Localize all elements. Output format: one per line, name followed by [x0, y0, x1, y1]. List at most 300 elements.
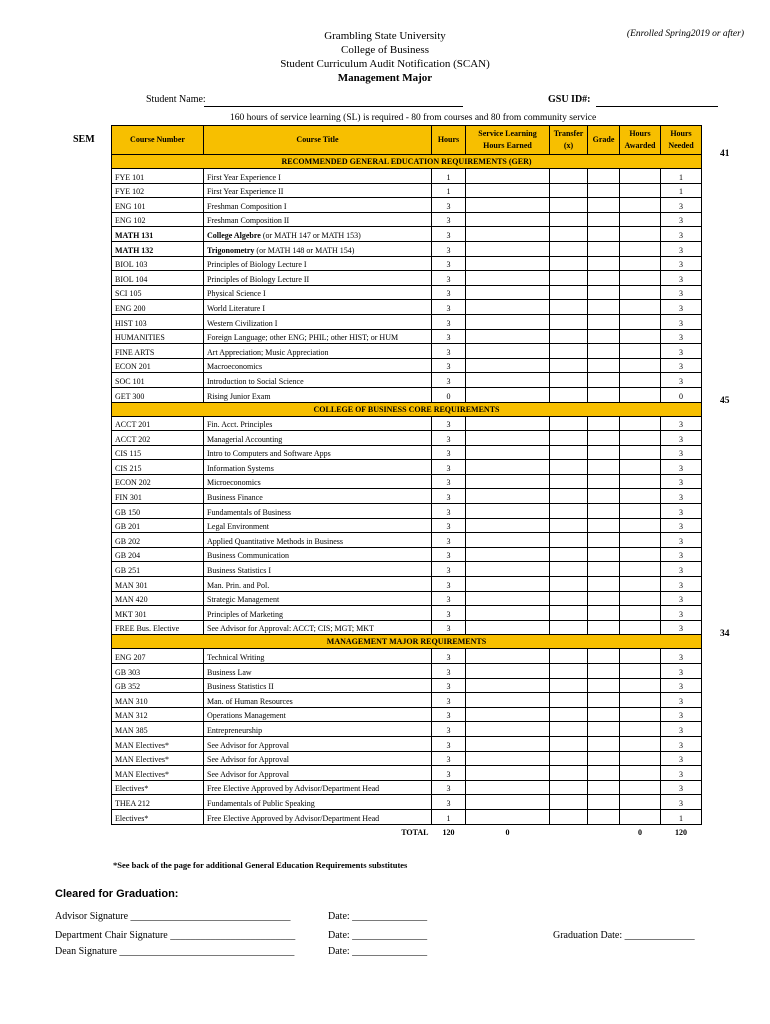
- sl-hours-cell[interactable]: [466, 183, 550, 198]
- grade-cell[interactable]: [588, 431, 620, 446]
- course-number: THEA 212: [112, 795, 204, 810]
- course-title: Freshman Composition I: [207, 201, 287, 211]
- transfer-cell[interactable]: [550, 300, 588, 315]
- transfer-cell[interactable]: [550, 591, 588, 606]
- course-title: Operations Management: [207, 711, 286, 721]
- transfer-cell[interactable]: [550, 344, 588, 359]
- hours-awarded-cell[interactable]: [620, 736, 661, 751]
- grade-cell[interactable]: [588, 489, 620, 504]
- hours-needed: 3: [661, 693, 702, 708]
- transfer-cell[interactable]: [550, 693, 588, 708]
- transfer-cell[interactable]: [550, 212, 588, 227]
- hours-awarded-cell[interactable]: [620, 780, 661, 795]
- transfer-cell[interactable]: [550, 533, 588, 548]
- grade-cell[interactable]: [588, 198, 620, 213]
- grade-cell[interactable]: [588, 474, 620, 489]
- hours-awarded-cell[interactable]: [620, 562, 661, 577]
- course-title: Legal Environment: [207, 522, 269, 532]
- hours-awarded-cell[interactable]: [620, 285, 661, 300]
- transfer-cell[interactable]: [550, 547, 588, 562]
- course-number: FIN 301: [112, 489, 204, 504]
- sl-hours-cell[interactable]: [466, 474, 550, 489]
- course-title: Fundamentals of Business: [207, 507, 291, 517]
- course-hours: 3: [432, 300, 466, 315]
- hours-needed: 3: [661, 707, 702, 722]
- grade-cell[interactable]: [588, 416, 620, 431]
- totals-spacer: [112, 824, 204, 838]
- transfer-cell[interactable]: [550, 664, 588, 679]
- course-row: [112, 620, 702, 635]
- sl-hours-cell[interactable]: [466, 358, 550, 373]
- transfer-cell[interactable]: [550, 198, 588, 213]
- hours-awarded-cell[interactable]: [620, 416, 661, 431]
- hours-awarded-cell[interactable]: [620, 212, 661, 227]
- grade-cell[interactable]: [588, 547, 620, 562]
- sl-hours-cell[interactable]: [466, 591, 550, 606]
- hours-awarded-cell[interactable]: [620, 707, 661, 722]
- sl-hours-cell[interactable]: [466, 460, 550, 475]
- hours-awarded-cell[interactable]: [620, 678, 661, 693]
- course-hours: 3: [432, 591, 466, 606]
- grade-cell[interactable]: [588, 606, 620, 621]
- hours-awarded-cell[interactable]: [620, 460, 661, 475]
- section-title: COLLEGE OF BUSINESS CORE REQUIREMENTS: [112, 402, 702, 416]
- grade-cell[interactable]: [588, 285, 620, 300]
- course-number: ENG 207: [112, 649, 204, 664]
- hours-awarded-cell[interactable]: [620, 256, 661, 271]
- gsu-id-label: GSU ID#:: [548, 94, 591, 105]
- hours-awarded-cell[interactable]: [620, 300, 661, 315]
- grade-cell[interactable]: [588, 562, 620, 577]
- total-sl-hours: 0: [505, 828, 510, 838]
- course-hours: 3: [432, 577, 466, 592]
- sl-hours-cell[interactable]: [466, 707, 550, 722]
- section-header-row: [112, 155, 702, 169]
- hours-awarded-cell[interactable]: [620, 344, 661, 359]
- transfer-cell[interactable]: [550, 504, 588, 519]
- sl-hours-cell[interactable]: [466, 780, 550, 795]
- grade-cell[interactable]: [588, 722, 620, 737]
- course-title-cell: [204, 416, 432, 431]
- grade-cell[interactable]: [588, 169, 620, 184]
- sl-hours-cell[interactable]: [466, 241, 550, 256]
- transfer-cell[interactable]: [550, 809, 588, 824]
- course-title: See Advisor for Approval: [207, 769, 289, 779]
- sl-hours-cell[interactable]: [466, 445, 550, 460]
- grade-cell[interactable]: [588, 300, 620, 315]
- hours-needed: 3: [661, 373, 702, 388]
- hours-awarded-cell[interactable]: [620, 504, 661, 519]
- transfer-cell[interactable]: [550, 474, 588, 489]
- course-number: SCI 105: [112, 285, 204, 300]
- transfer-cell[interactable]: [550, 518, 588, 533]
- hours-awarded-cell[interactable]: [620, 271, 661, 286]
- hours-needed: 3: [661, 606, 702, 621]
- hours-awarded-cell[interactable]: [620, 518, 661, 533]
- sl-hours-cell[interactable]: [466, 678, 550, 693]
- totals-row: [112, 824, 702, 838]
- course-title-cell: [204, 169, 432, 184]
- course-hours: 1: [432, 809, 466, 824]
- hours-awarded-cell[interactable]: [620, 373, 661, 388]
- hours-awarded-cell[interactable]: [620, 766, 661, 781]
- hours-needed: 3: [661, 591, 702, 606]
- course-row: [112, 300, 702, 315]
- course-title-cell: [204, 271, 432, 286]
- chair-signature[interactable]: Department Chair Signature _________________________: [55, 930, 296, 941]
- form-title: Student Curriculum Audit Notification (SCAN): [280, 58, 490, 70]
- course-hours: 3: [432, 649, 466, 664]
- hours-awarded-cell[interactable]: [620, 314, 661, 329]
- sl-hours-cell[interactable]: [466, 227, 550, 242]
- sl-hours-cell[interactable]: [466, 751, 550, 766]
- course-row: [112, 373, 702, 388]
- course-title: Western Civilization I: [207, 318, 278, 328]
- course-number: SOC 101: [112, 373, 204, 388]
- sl-hours-cell[interactable]: [466, 344, 550, 359]
- course-number: ENG 200: [112, 300, 204, 315]
- course-title: Business Statistics I: [207, 566, 272, 576]
- course-row: [112, 460, 702, 475]
- course-title: See Advisor for Approval: [207, 740, 289, 750]
- transfer-cell[interactable]: [550, 314, 588, 329]
- course-hours: 3: [432, 212, 466, 227]
- sl-hours-cell[interactable]: [466, 649, 550, 664]
- course-title: Principles of Biology Lecture I: [207, 260, 307, 270]
- advisor-date[interactable]: Date: _______________: [328, 911, 428, 922]
- student-name-field[interactable]: [204, 106, 463, 107]
- grade-cell[interactable]: [588, 241, 620, 256]
- course-title: Intro to Computers and Software Apps: [207, 449, 331, 459]
- hours-awarded-cell[interactable]: [620, 649, 661, 664]
- hours-needed: 3: [661, 620, 702, 635]
- course-title: Free Elective Approved by Advisor/Department Head: [207, 813, 380, 823]
- course-number: ACCT 201: [112, 416, 204, 431]
- course-row: [112, 474, 702, 489]
- hours-awarded-cell[interactable]: [620, 431, 661, 446]
- hours-awarded-cell[interactable]: [620, 693, 661, 708]
- col-course-title: Course Title: [204, 126, 432, 155]
- sl-hours-cell[interactable]: [466, 416, 550, 431]
- transfer-cell[interactable]: [550, 577, 588, 592]
- hours-awarded-cell[interactable]: [620, 620, 661, 635]
- course-number: MAN 312: [112, 707, 204, 722]
- transfer-cell[interactable]: [550, 183, 588, 198]
- course-hours: 3: [432, 504, 466, 519]
- grade-cell[interactable]: [588, 751, 620, 766]
- course-title-cell: [204, 678, 432, 693]
- course-row: [112, 795, 702, 810]
- hours-needed: 3: [661, 431, 702, 446]
- grade-cell[interactable]: [588, 533, 620, 548]
- course-title: Entrepreneurship: [207, 725, 263, 735]
- transfer-cell[interactable]: [550, 285, 588, 300]
- transfer-cell[interactable]: [550, 460, 588, 475]
- grade-cell[interactable]: [588, 445, 620, 460]
- hours-awarded-cell[interactable]: [620, 227, 661, 242]
- sl-hours-cell[interactable]: [466, 809, 550, 824]
- course-title: Principles of Biology Lecture II: [207, 274, 310, 284]
- course-hours: 3: [432, 533, 466, 548]
- hours-awarded-cell[interactable]: [620, 474, 661, 489]
- sl-hours-cell[interactable]: [466, 489, 550, 504]
- grade-cell[interactable]: [588, 358, 620, 373]
- transfer-cell[interactable]: [550, 416, 588, 431]
- sl-hours-cell[interactable]: [466, 664, 550, 679]
- grade-cell[interactable]: [588, 460, 620, 475]
- grade-cell[interactable]: [588, 678, 620, 693]
- grade-cell[interactable]: [588, 707, 620, 722]
- transfer-cell[interactable]: [550, 649, 588, 664]
- course-title-cell: [204, 562, 432, 577]
- grade-cell[interactable]: [588, 620, 620, 635]
- hours-awarded-cell[interactable]: [620, 591, 661, 606]
- sl-hours-cell[interactable]: [466, 271, 550, 286]
- course-hours: 3: [432, 736, 466, 751]
- transfer-cell[interactable]: [550, 241, 588, 256]
- sl-hours-cell[interactable]: [466, 795, 550, 810]
- course-number: GB 352: [112, 678, 204, 693]
- course-row: [112, 751, 702, 766]
- course-title-cell: [204, 198, 432, 213]
- course-row: [112, 606, 702, 621]
- hours-awarded-cell[interactable]: [620, 664, 661, 679]
- course-title-cell: [204, 227, 432, 242]
- course-title-cell: [204, 474, 432, 489]
- sl-hours-cell[interactable]: [466, 314, 550, 329]
- course-number: Electives*: [112, 780, 204, 795]
- hours-needed: 3: [661, 285, 702, 300]
- hours-awarded-cell[interactable]: [620, 387, 661, 402]
- sl-hours-cell[interactable]: [466, 212, 550, 227]
- total-hours-awarded: 0: [638, 828, 642, 838]
- transfer-cell[interactable]: [550, 606, 588, 621]
- hours-awarded-cell[interactable]: [620, 183, 661, 198]
- course-title: Free Elective Approved by Advisor/Department Head: [207, 784, 380, 794]
- grade-cell[interactable]: [588, 736, 620, 751]
- sl-hours-cell[interactable]: [466, 329, 550, 344]
- grade-cell[interactable]: [588, 373, 620, 388]
- grade-cell[interactable]: [588, 591, 620, 606]
- enrolled-note: (Enrolled Spring2019 or after): [626, 29, 744, 39]
- grade-cell[interactable]: [588, 212, 620, 227]
- course-title: Business Finance: [207, 493, 263, 503]
- course-title: Art Appreciation; Music Appreciation: [207, 347, 329, 357]
- sl-hours-cell[interactable]: [466, 722, 550, 737]
- transfer-cell[interactable]: [550, 329, 588, 344]
- course-title-alternatives: (or MATH 148 or MATH 154): [254, 245, 355, 255]
- course-row: [112, 271, 702, 286]
- grade-cell[interactable]: [588, 227, 620, 242]
- course-row: [112, 198, 702, 213]
- hours-awarded-cell[interactable]: [620, 809, 661, 824]
- hours-needed: 3: [661, 474, 702, 489]
- course-number: MAN Electives*: [112, 736, 204, 751]
- course-number: MAN Electives*: [112, 751, 204, 766]
- sl-hours-cell[interactable]: [466, 562, 550, 577]
- hours-awarded-cell[interactable]: [620, 577, 661, 592]
- hours-needed: 3: [661, 212, 702, 227]
- grade-cell[interactable]: [588, 693, 620, 708]
- sl-hours-cell[interactable]: [466, 300, 550, 315]
- course-row: [112, 678, 702, 693]
- sl-hours-cell[interactable]: [466, 533, 550, 548]
- hours-awarded-cell[interactable]: [620, 445, 661, 460]
- grade-cell[interactable]: [588, 664, 620, 679]
- transfer-cell[interactable]: [550, 387, 588, 402]
- dean-signature[interactable]: Dean Signature ___________________________________: [55, 946, 295, 957]
- transfer-cell[interactable]: [550, 431, 588, 446]
- course-row: [112, 314, 702, 329]
- advisor-signature[interactable]: Advisor Signature ________________________________: [55, 911, 291, 922]
- transfer-cell[interactable]: [550, 780, 588, 795]
- course-number: ECON 202: [112, 474, 204, 489]
- course-row: [112, 285, 702, 300]
- hours-awarded-cell[interactable]: [620, 547, 661, 562]
- course-title-cell: [204, 256, 432, 271]
- grade-cell[interactable]: [588, 329, 620, 344]
- grade-cell[interactable]: [588, 809, 620, 824]
- transfer-cell[interactable]: [550, 722, 588, 737]
- grade-cell[interactable]: [588, 649, 620, 664]
- course-row: [112, 547, 702, 562]
- hours-awarded-cell[interactable]: [620, 751, 661, 766]
- course-row: [112, 489, 702, 504]
- dean-date[interactable]: Date: _______________: [328, 946, 428, 957]
- transfer-cell[interactable]: [550, 358, 588, 373]
- course-row: [112, 241, 702, 256]
- grade-cell[interactable]: [588, 504, 620, 519]
- hours-needed: 3: [661, 460, 702, 475]
- hours-awarded-cell[interactable]: [620, 358, 661, 373]
- sl-hours-cell[interactable]: [466, 431, 550, 446]
- section-total-hours: 41: [720, 148, 730, 159]
- course-title: Applied Quantitative Methods in Business: [207, 536, 343, 546]
- transfer-cell[interactable]: [550, 678, 588, 693]
- sl-hours-cell[interactable]: [466, 606, 550, 621]
- sl-hours-cell[interactable]: [466, 620, 550, 635]
- transfer-cell[interactable]: [550, 620, 588, 635]
- course-title-cell: [204, 693, 432, 708]
- course-title-cell: [204, 489, 432, 504]
- transfer-cell[interactable]: [550, 489, 588, 504]
- sl-hours-cell[interactable]: [466, 577, 550, 592]
- transfer-cell[interactable]: [550, 766, 588, 781]
- hours-awarded-cell[interactable]: [620, 198, 661, 213]
- sl-hours-cell[interactable]: [466, 373, 550, 388]
- hours-awarded-cell[interactable]: [620, 241, 661, 256]
- transfer-cell[interactable]: [550, 751, 588, 766]
- grade-cell[interactable]: [588, 780, 620, 795]
- course-title-cell: [204, 707, 432, 722]
- transfer-cell[interactable]: [550, 169, 588, 184]
- grade-cell[interactable]: [588, 577, 620, 592]
- course-hours: 3: [432, 445, 466, 460]
- course-title: Information Systems: [207, 463, 274, 473]
- course-hours: 3: [432, 693, 466, 708]
- hours-needed: 0: [661, 387, 702, 402]
- curriculum-table: [111, 125, 702, 838]
- hours-needed: 3: [661, 751, 702, 766]
- course-row: [112, 693, 702, 708]
- grade-cell[interactable]: [588, 344, 620, 359]
- sl-hours-cell[interactable]: [466, 285, 550, 300]
- section-header-row: [112, 635, 702, 649]
- sl-hours-cell[interactable]: [466, 547, 550, 562]
- sl-hours-cell[interactable]: [466, 504, 550, 519]
- gsu-id-field[interactable]: [596, 106, 718, 107]
- course-hours: 3: [432, 416, 466, 431]
- course-row: [112, 591, 702, 606]
- hours-awarded-cell[interactable]: [620, 329, 661, 344]
- grade-cell[interactable]: [588, 314, 620, 329]
- course-title-cell: [204, 285, 432, 300]
- graduation-date[interactable]: Graduation Date: ______________: [553, 930, 695, 941]
- transfer-cell[interactable]: [550, 373, 588, 388]
- course-title: Principles of Marketing: [207, 609, 283, 619]
- hours-awarded-cell[interactable]: [620, 533, 661, 548]
- sl-hours-cell[interactable]: [466, 169, 550, 184]
- course-title: Man. of Human Resources: [207, 696, 293, 706]
- grade-cell[interactable]: [588, 271, 620, 286]
- course-title-cell: [204, 329, 432, 344]
- course-number: MKT 301: [112, 606, 204, 621]
- grade-cell[interactable]: [588, 795, 620, 810]
- course-row: [112, 707, 702, 722]
- transfer-cell[interactable]: [550, 271, 588, 286]
- course-hours: 3: [432, 314, 466, 329]
- transfer-cell[interactable]: [550, 256, 588, 271]
- course-row: [112, 766, 702, 781]
- grade-cell[interactable]: [588, 256, 620, 271]
- transfer-cell[interactable]: [550, 795, 588, 810]
- hours-awarded-cell[interactable]: [620, 606, 661, 621]
- grade-cell[interactable]: [588, 518, 620, 533]
- hours-awarded-cell[interactable]: [620, 489, 661, 504]
- grade-cell[interactable]: [588, 766, 620, 781]
- hours-needed: 1: [661, 169, 702, 184]
- hours-awarded-cell[interactable]: [620, 722, 661, 737]
- grade-cell[interactable]: [588, 183, 620, 198]
- hours-awarded-cell[interactable]: [620, 169, 661, 184]
- grade-cell[interactable]: [588, 387, 620, 402]
- sl-hours-cell[interactable]: [466, 256, 550, 271]
- hours-awarded-cell[interactable]: [620, 795, 661, 810]
- sl-hours-cell[interactable]: [466, 766, 550, 781]
- course-row: [112, 780, 702, 795]
- course-row: [112, 504, 702, 519]
- transfer-cell[interactable]: [550, 707, 588, 722]
- sl-hours-cell[interactable]: [466, 198, 550, 213]
- sl-hours-cell[interactable]: [466, 736, 550, 751]
- course-row: [112, 227, 702, 242]
- course-number: MATH 131: [112, 227, 204, 242]
- transfer-cell[interactable]: [550, 227, 588, 242]
- course-hours: 1: [432, 169, 466, 184]
- hours-needed: 3: [661, 271, 702, 286]
- transfer-cell[interactable]: [550, 445, 588, 460]
- course-title-cell: [204, 809, 432, 824]
- chair-date[interactable]: Date: _______________: [328, 930, 428, 941]
- transfer-cell[interactable]: [550, 562, 588, 577]
- course-title-cell: [204, 344, 432, 359]
- course-row: [112, 212, 702, 227]
- sl-hours-cell[interactable]: [466, 387, 550, 402]
- sl-hours-cell[interactable]: [466, 518, 550, 533]
- sl-hours-cell[interactable]: [466, 693, 550, 708]
- transfer-cell[interactable]: [550, 736, 588, 751]
- footnote: *See back of the page for additional General Education Requirements substitutes: [113, 860, 408, 870]
